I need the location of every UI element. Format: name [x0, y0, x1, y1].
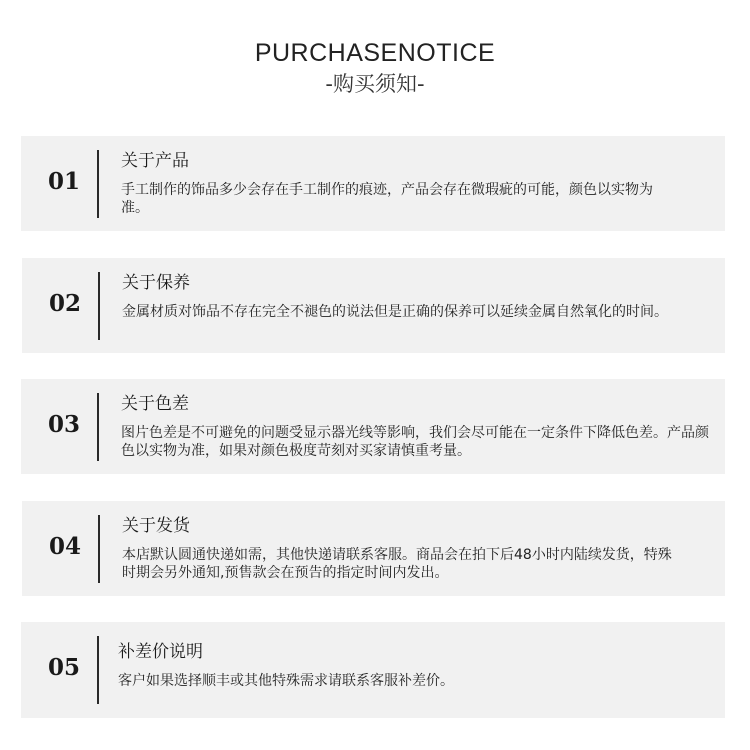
notice-number: 05 — [47, 654, 80, 681]
notice-card-price-difference — [21, 622, 725, 718]
notice-divider — [97, 150, 99, 218]
notice-body: 图片色差是不可避免的问题受显示器光线等影响，我们会尽可能在一定条件下降低色差。产品颜色以实物为准，如果对颜色极度苛刻对买家请慎重考量。 — [121, 425, 709, 459]
notice-divider — [97, 393, 99, 461]
notice-title: 关于色差 — [121, 394, 189, 414]
notice-number: 02 — [48, 290, 81, 317]
notice-body: 客户如果选择顺丰或其他特殊需求请联系客服补差价。 — [118, 673, 454, 689]
page-title: PURCHASENOTICE — [254, 39, 496, 67]
notice-title: 关于产品 — [121, 151, 189, 171]
notice-title: 关于发货 — [122, 516, 190, 536]
notice-divider — [98, 515, 100, 583]
notice-title: 关于保养 — [122, 273, 190, 293]
notice-card-color-difference — [21, 379, 725, 474]
notice-body: 手工制作的饰品多少会存在手工制作的痕迹，产品会存在微瑕疵的可能，颜色以实物为准。 — [121, 182, 653, 216]
notice-divider — [98, 272, 100, 340]
notice-body: 金属材质对饰品不存在完全不褪色的说法但是正确的保养可以延续金属自然氧化的时间。 — [122, 304, 668, 320]
notice-card-product — [21, 136, 725, 231]
notice-title: 补差价说明 — [118, 642, 203, 662]
notice-divider — [97, 636, 99, 704]
notice-body: 本店默认圆通快递如需，其他快递请联系客服。商品会在拍下后48小时内陆续发货，特殊时期会另外通知,预售款会在预告的指定时间内发出。 — [122, 547, 672, 581]
page-subtitle: -购买须知- — [325, 72, 425, 96]
notice-number: 03 — [47, 411, 80, 438]
notice-card-shipping — [22, 501, 725, 596]
notice-number: 01 — [47, 168, 80, 195]
notice-number: 04 — [48, 533, 81, 560]
notice-card-care — [22, 258, 725, 353]
